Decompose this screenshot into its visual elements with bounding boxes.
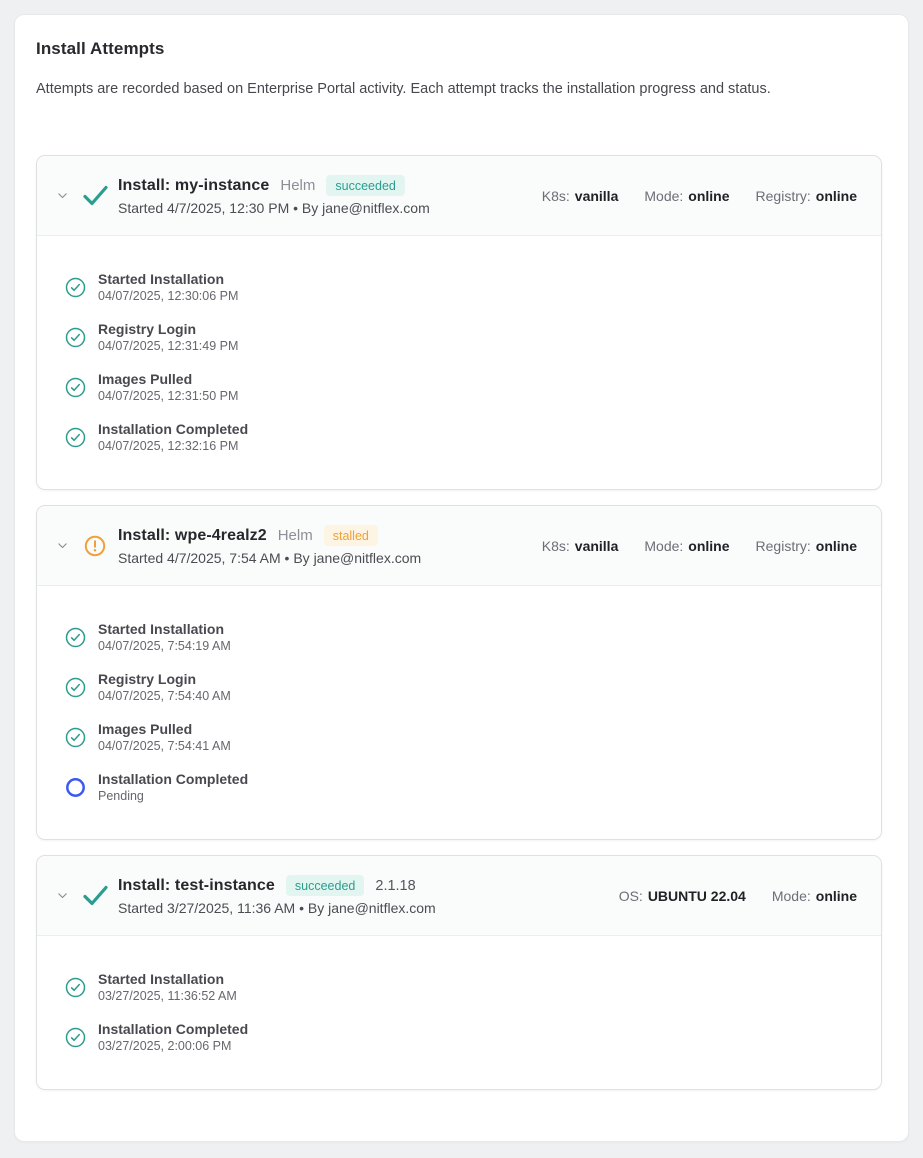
step-label: Installation Completed (98, 1021, 249, 1037)
attempt-meta (542, 538, 857, 554)
meta-label: OS: (618, 887, 643, 904)
timeline-step (65, 721, 857, 753)
meta-label: Registry: (755, 537, 811, 554)
step-timestamp: 04/07/2025, 12:30:06 PM (98, 289, 239, 303)
meta-value: vanilla (574, 187, 619, 204)
step-text (98, 421, 248, 453)
attempt-title: Install: wpe-4realz2 (118, 526, 267, 544)
meta-item (542, 188, 619, 204)
attempt-header[interactable] (37, 156, 881, 236)
status-badge: stalled (324, 525, 378, 547)
meta-label: K8s: (541, 187, 570, 204)
attempt-head-main (118, 175, 430, 217)
circle-check-icon (65, 377, 86, 398)
step-timestamp: 04/07/2025, 12:31:50 PM (98, 389, 239, 403)
attempt-card (36, 155, 882, 490)
step-label: Started Installation (98, 621, 225, 637)
meta-value: online (688, 187, 730, 204)
meta-item (619, 888, 746, 904)
attempt-timeline (37, 236, 881, 489)
attempt-header[interactable] (37, 856, 881, 936)
step-text (98, 671, 231, 703)
attempts-list (36, 155, 882, 1090)
meta-value: online (815, 537, 857, 554)
attempt-started-line: Started 4/7/2025, 7:54 AM • By jane@nitflex.com (118, 550, 422, 567)
timeline-step (65, 971, 857, 1003)
meta-value: online (815, 187, 857, 204)
attempt-timeline (37, 586, 881, 839)
meta-value: UBUNTU 22.04 (647, 887, 746, 904)
meta-value: online (688, 537, 730, 554)
timeline-step (65, 671, 857, 703)
meta-item (644, 188, 729, 204)
attempt-started-line: Started 4/7/2025, 12:30 PM • By jane@nitflex.com (118, 200, 430, 217)
step-label: Images Pulled (98, 371, 193, 387)
step-timestamp: Pending (98, 789, 144, 803)
meta-label: K8s: (541, 537, 570, 554)
chevron-down-icon[interactable] (55, 889, 69, 903)
meta-label: Mode: (771, 887, 811, 904)
timeline-step (65, 1021, 857, 1053)
page-description: Attempts are recorded based on Enterprise Portal activity. Each attempt tracks the installation progress and status. (36, 81, 771, 97)
step-label: Installation Completed (98, 421, 249, 437)
circle-check-icon (65, 427, 86, 448)
timeline-step (65, 371, 857, 403)
attempt-timeline (37, 936, 881, 1089)
step-text (98, 371, 238, 403)
step-label: Registry Login (98, 321, 197, 337)
meta-item (542, 538, 619, 554)
step-timestamp: 04/07/2025, 7:54:19 AM (98, 639, 231, 653)
step-text (98, 971, 237, 1003)
attempt-title: Install: test-instance (118, 876, 275, 894)
attempt-title: Install: my-instance (118, 176, 270, 194)
timeline-step (65, 421, 857, 453)
step-label: Started Installation (98, 271, 225, 287)
warning-circle-icon (81, 535, 109, 557)
meta-label: Registry: (755, 187, 811, 204)
attempt-meta (542, 188, 857, 204)
meta-value: online (815, 887, 857, 904)
meta-item (756, 188, 857, 204)
chevron-down-icon[interactable] (55, 539, 69, 553)
step-timestamp: 03/27/2025, 11:36:52 AM (98, 989, 237, 1003)
attempt-title-row (118, 875, 436, 897)
step-timestamp: 03/27/2025, 2:00:06 PM (98, 1039, 232, 1053)
success-check-icon (81, 885, 109, 906)
attempt-title-row (118, 175, 430, 197)
step-timestamp: 04/07/2025, 7:54:41 AM (98, 739, 231, 753)
step-timestamp: 04/07/2025, 7:54:40 AM (98, 689, 231, 703)
attempt-method: Helm (277, 527, 313, 544)
attempt-head-main (118, 525, 421, 567)
attempt-started-line: Started 3/27/2025, 11:36 AM • By jane@nitflex.com (118, 900, 436, 917)
step-timestamp: 04/07/2025, 12:31:49 PM (98, 339, 239, 353)
step-text (98, 271, 238, 303)
attempt-meta (619, 888, 857, 904)
timeline-step (65, 271, 857, 303)
meta-item (756, 538, 857, 554)
meta-value: vanilla (574, 537, 619, 554)
step-label: Installation Completed (98, 771, 249, 787)
step-label: Registry Login (98, 671, 197, 687)
timeline-step (65, 321, 857, 353)
step-label: Images Pulled (98, 721, 193, 737)
attempt-title-row (118, 525, 421, 547)
step-text (98, 721, 231, 753)
circle-check-icon (65, 327, 86, 348)
meta-item (644, 538, 729, 554)
circle-check-icon (65, 677, 86, 698)
circle-check-icon (65, 977, 86, 998)
step-text (98, 621, 231, 653)
status-badge: succeeded (286, 875, 364, 897)
attempt-card (36, 505, 882, 840)
circle-check-icon (65, 627, 86, 648)
circle-check-icon (65, 727, 86, 748)
page-title: Install Attempts (36, 39, 165, 58)
chevron-down-icon[interactable] (55, 189, 69, 203)
circle-check-icon (65, 277, 86, 298)
step-text (98, 321, 238, 353)
circle-outline-icon (65, 777, 86, 798)
timeline-step (65, 621, 857, 653)
attempt-header[interactable] (37, 506, 881, 586)
status-badge: succeeded (326, 175, 404, 197)
step-label: Started Installation (98, 971, 225, 987)
meta-label: Mode: (644, 537, 684, 554)
success-check-icon (81, 185, 109, 206)
meta-label: Mode: (644, 187, 684, 204)
circle-check-icon (65, 1027, 86, 1048)
attempt-method: Helm (280, 177, 316, 194)
step-text (98, 1021, 248, 1053)
timeline-step (65, 771, 857, 803)
meta-item (772, 888, 857, 904)
attempt-card (36, 855, 882, 1090)
install-attempts-panel (14, 14, 909, 1142)
attempt-head-main (118, 875, 436, 917)
step-timestamp: 04/07/2025, 12:32:16 PM (98, 439, 239, 453)
attempt-version: 2.1.18 (375, 877, 416, 894)
step-text (98, 771, 248, 803)
